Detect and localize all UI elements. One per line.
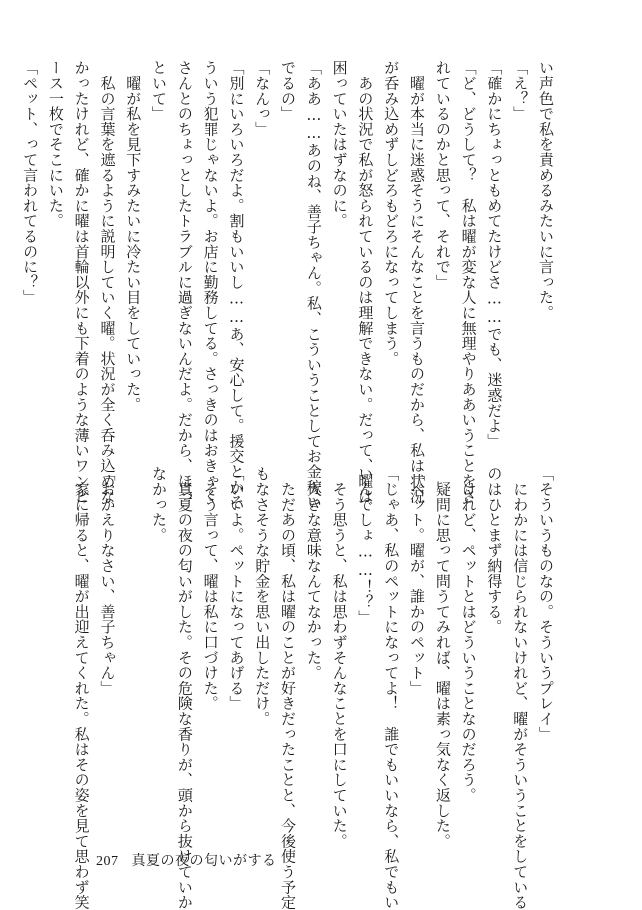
text-line: 私の言葉を遮るように説明していく曜。状況が全く呑み込めな xyxy=(98,60,117,504)
text-line: さんとのちょっとしたトラブルに過ぎないんだよ。だから、ほっ xyxy=(175,60,194,504)
page-number: 207 xyxy=(96,854,119,869)
text-line: 大きな意味なんてなかった。 xyxy=(304,466,323,681)
text-line: にわかには信じられないけれど、曜がそういうことをしている xyxy=(511,466,530,910)
text-line: ただあの頃、私は曜のことが好きだったことと、今後使う予定 xyxy=(279,466,298,910)
text-line: 「なんっ」 xyxy=(253,60,272,137)
text-line: 「ペット。曜が、誰かのペット」 xyxy=(408,466,427,696)
text-line: もなさそうな貯金を思い出しただけ。 xyxy=(253,466,272,727)
text-line: 「え？」 xyxy=(511,60,530,122)
text-line: 「ど、どうして？ 私は曜が変な人に無理やりああいうことをさ xyxy=(459,60,478,504)
text-line: い声色で私を責めるみたいに言った。 xyxy=(537,60,555,321)
text-line: 曜が本当に迷惑そうにそんなことを言うものだから、私は状況 xyxy=(408,60,427,504)
text-line: が呑み込めずしどろもどろになってしまう。 xyxy=(382,60,401,366)
text-line: そう言って、曜は私に口づけた。 xyxy=(201,466,220,711)
blank-line xyxy=(119,466,145,854)
text-line: 「ああ……あのね、善子ちゃん。私、こういうことしてお金稼い xyxy=(304,60,323,510)
text-line: なかった。 xyxy=(150,466,169,543)
text-line: 「おかえりなさい、善子ちゃん」 xyxy=(98,466,117,696)
text-line: かったけれど、確かに曜は首輪以外にも下着のような薄いワンピ xyxy=(72,60,91,504)
text-line: そう思うと、私は思わずそんなことを口にしていた。 xyxy=(330,466,349,849)
text-line: のはひとまず納得する。 xyxy=(485,466,504,635)
text-line: いんでしょ……！？」 xyxy=(356,466,375,625)
text-line: 家に帰ると、曜が出迎えてくれた。私はその姿を見て思わず笑 xyxy=(72,466,91,910)
text-line: 疑問に思って問うてみれば、曜は素っ気なく返した。 xyxy=(433,466,452,849)
text-line: 「ペット、って言われてるのに？」 xyxy=(21,60,40,305)
text-line: 困っていたはずなのに。 xyxy=(330,60,349,229)
text-line: 「いいよ。ペットになってあげる」 xyxy=(227,466,246,711)
upper-text-block xyxy=(21,60,558,510)
text-line: 真夏の夜の匂いがした。その危険な香りが、頭から抜けていか xyxy=(175,466,194,910)
text-line: 「確かにちょっともめてたけどさ……でも、迷惑だよ」 xyxy=(485,60,504,449)
text-line: あの状況で私が怒られているのは理解できない。だって、曜は xyxy=(356,60,375,504)
text-line: 「別にいろいろだよ。割もいいし……あ、安心して。援交とかそ xyxy=(227,60,246,510)
text-line: 「そういうものなの。そういうプレイ」 xyxy=(537,466,555,742)
text-line: れているのかと思って、それで」 xyxy=(433,60,452,290)
page-footer xyxy=(96,852,276,871)
text-line: でるの」 xyxy=(279,60,298,122)
text-line: といて」 xyxy=(150,60,169,122)
text-line: ース一枚でそこにいた。 xyxy=(46,60,65,229)
text-line: けれど、ペットとはどういうことなのだろう。 xyxy=(459,466,478,803)
text-line: 曜が私を見下すみたいに冷たい目をしていった。 xyxy=(124,60,143,412)
running-title: 真夏の夜の匂いがする xyxy=(131,853,277,869)
text-line: 「じゃあ、私のペットになってよ！ 誰でもいいなら、私でもい xyxy=(382,466,401,910)
text-line: ういう犯罪じゃないよ。お店に勤務してる。さっきのはおきゃく xyxy=(201,60,220,504)
